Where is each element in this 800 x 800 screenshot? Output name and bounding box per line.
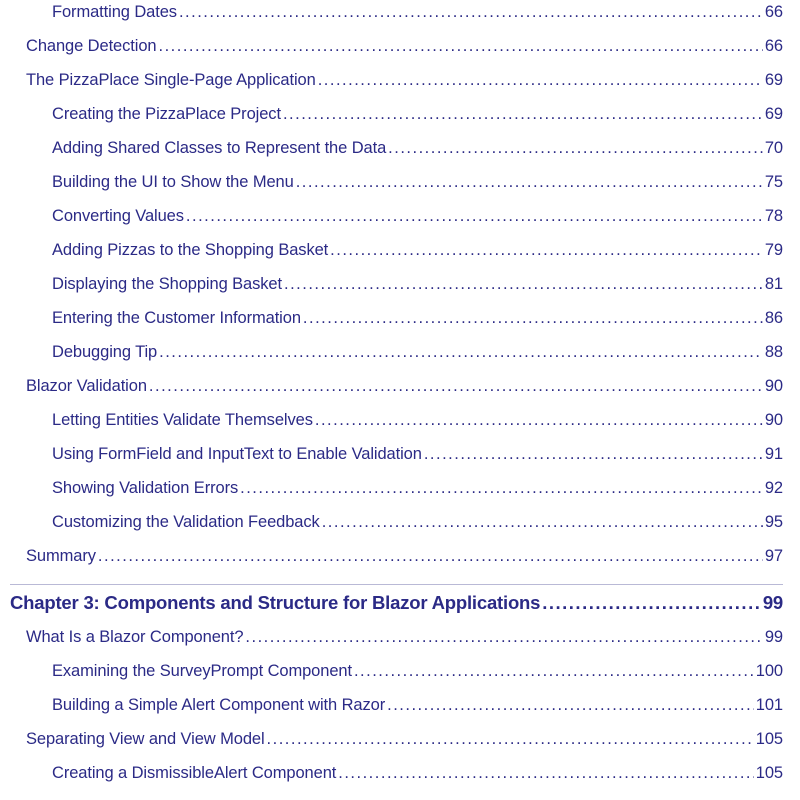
toc-entry-title: Creating a DismissibleAlert Component [52, 764, 337, 782]
toc-dot-leader [149, 377, 763, 396]
toc-entry-title: Change Detection [26, 37, 157, 55]
toc-entry[interactable] [0, 173, 800, 192]
toc-dot-leader [354, 662, 754, 681]
toc-dot-leader [283, 105, 763, 124]
toc-page-number: 90 [764, 411, 783, 429]
toc-entry-title: Building the UI to Show the Menu [52, 173, 294, 191]
toc-entry-title: Entering the Customer Information [52, 309, 301, 327]
toc-page-number: 101 [755, 696, 783, 714]
toc-page-number: 99 [762, 592, 783, 613]
toc-entry[interactable] [0, 71, 800, 90]
toc-entry-title: Examining the SurveyPrompt Component [52, 662, 352, 680]
toc-page-number: 105 [755, 730, 783, 748]
toc-entry[interactable] [0, 547, 800, 566]
toc-entry[interactable] [0, 628, 800, 647]
toc-page-number: 100 [755, 662, 783, 680]
toc-page-number: 90 [764, 377, 783, 395]
toc-dot-leader [98, 547, 763, 566]
toc-entry[interactable] [0, 445, 800, 464]
toc-entry-title: Adding Pizzas to the Shopping Basket [52, 241, 329, 259]
toc-entry-title: Building a Simple Alert Component with Razor [52, 696, 386, 714]
toc-dot-leader [159, 37, 763, 56]
toc-entry-title: Separating View and View Model [26, 730, 265, 748]
toc-entry[interactable] [0, 377, 800, 396]
toc-page-number: 70 [764, 139, 783, 157]
toc-entry[interactable] [0, 3, 800, 22]
toc-dot-leader [330, 241, 763, 260]
toc-entry[interactable] [0, 730, 800, 749]
toc-entry[interactable] [0, 37, 800, 56]
toc-entry-title: Chapter 3: Components and Structure for Blazor Applications [10, 592, 541, 613]
toc-chapter-entry[interactable] [0, 592, 800, 614]
toc-dot-leader [318, 71, 763, 90]
toc-entry-title: The PizzaPlace Single-Page Application [26, 71, 316, 89]
toc-entry[interactable] [0, 764, 800, 783]
toc-entry-title: Customizing the Validation Feedback [52, 513, 320, 531]
toc-page-number: 99 [764, 628, 783, 646]
toc-entry[interactable] [0, 479, 800, 498]
toc-dot-leader [245, 628, 762, 647]
toc-entry-title: Formatting Dates [52, 3, 177, 21]
toc-page-number: 69 [764, 71, 783, 89]
toc-entry[interactable] [0, 411, 800, 430]
toc-page-number: 88 [764, 343, 783, 361]
toc-entry-title: Using FormField and InputText to Enable Validation [52, 445, 422, 463]
toc-dot-leader [284, 275, 763, 294]
toc-entry-title: Summary [26, 547, 96, 565]
toc-dot-leader [179, 3, 763, 22]
toc-dot-leader [240, 479, 763, 498]
toc-page-number: 95 [764, 513, 783, 531]
toc-page-number: 97 [764, 547, 783, 565]
toc-page-number: 66 [764, 3, 783, 21]
toc-dot-leader [296, 173, 763, 192]
toc-dot-leader [322, 513, 763, 532]
toc-entry[interactable] [0, 513, 800, 532]
toc-entry-title: Letting Entities Validate Themselves [52, 411, 313, 429]
toc-dot-leader [387, 696, 754, 715]
toc-dot-leader [315, 411, 763, 430]
toc-page-number: 69 [764, 105, 783, 123]
toc-entry-title: Adding Shared Classes to Represent the Data [52, 139, 387, 157]
toc-dot-leader [303, 309, 763, 328]
toc-page-number: 105 [755, 764, 783, 782]
toc-entry-title: Blazor Validation [26, 377, 147, 395]
toc-entry-title: What Is a Blazor Component? [26, 628, 244, 646]
toc-entry-title: Creating the PizzaPlace Project [52, 105, 281, 123]
toc-entry[interactable] [0, 696, 800, 715]
toc-entry[interactable] [0, 207, 800, 226]
toc-entry-title: Converting Values [52, 207, 184, 225]
toc-dot-leader [542, 592, 761, 614]
toc-entry[interactable] [0, 241, 800, 260]
toc-page-number: 86 [764, 309, 783, 327]
chapter-divider [10, 584, 783, 585]
toc-page-number: 91 [764, 445, 783, 463]
toc-page-number: 78 [764, 207, 783, 225]
toc-entry[interactable] [0, 275, 800, 294]
toc-dot-leader [424, 445, 763, 464]
toc-entry[interactable] [0, 662, 800, 681]
toc-page-number: 92 [764, 479, 783, 497]
toc-dot-leader [159, 343, 763, 362]
toc-entry[interactable] [0, 343, 800, 362]
toc-entry-title: Displaying the Shopping Basket [52, 275, 282, 293]
toc-entry[interactable] [0, 105, 800, 124]
toc-entry-title: Debugging Tip [52, 343, 158, 361]
toc-page-number: 66 [764, 37, 783, 55]
toc-entry[interactable] [0, 139, 800, 158]
toc-page-number: 79 [764, 241, 783, 259]
toc-dot-leader [388, 139, 763, 158]
toc-page-number: 75 [764, 173, 783, 191]
toc-dot-leader [267, 730, 754, 749]
toc-dot-leader [338, 764, 754, 783]
toc-entry-title: Showing Validation Errors [52, 479, 239, 497]
toc-entry[interactable] [0, 309, 800, 328]
toc-page-number: 81 [764, 275, 783, 293]
toc-dot-leader [186, 207, 763, 226]
